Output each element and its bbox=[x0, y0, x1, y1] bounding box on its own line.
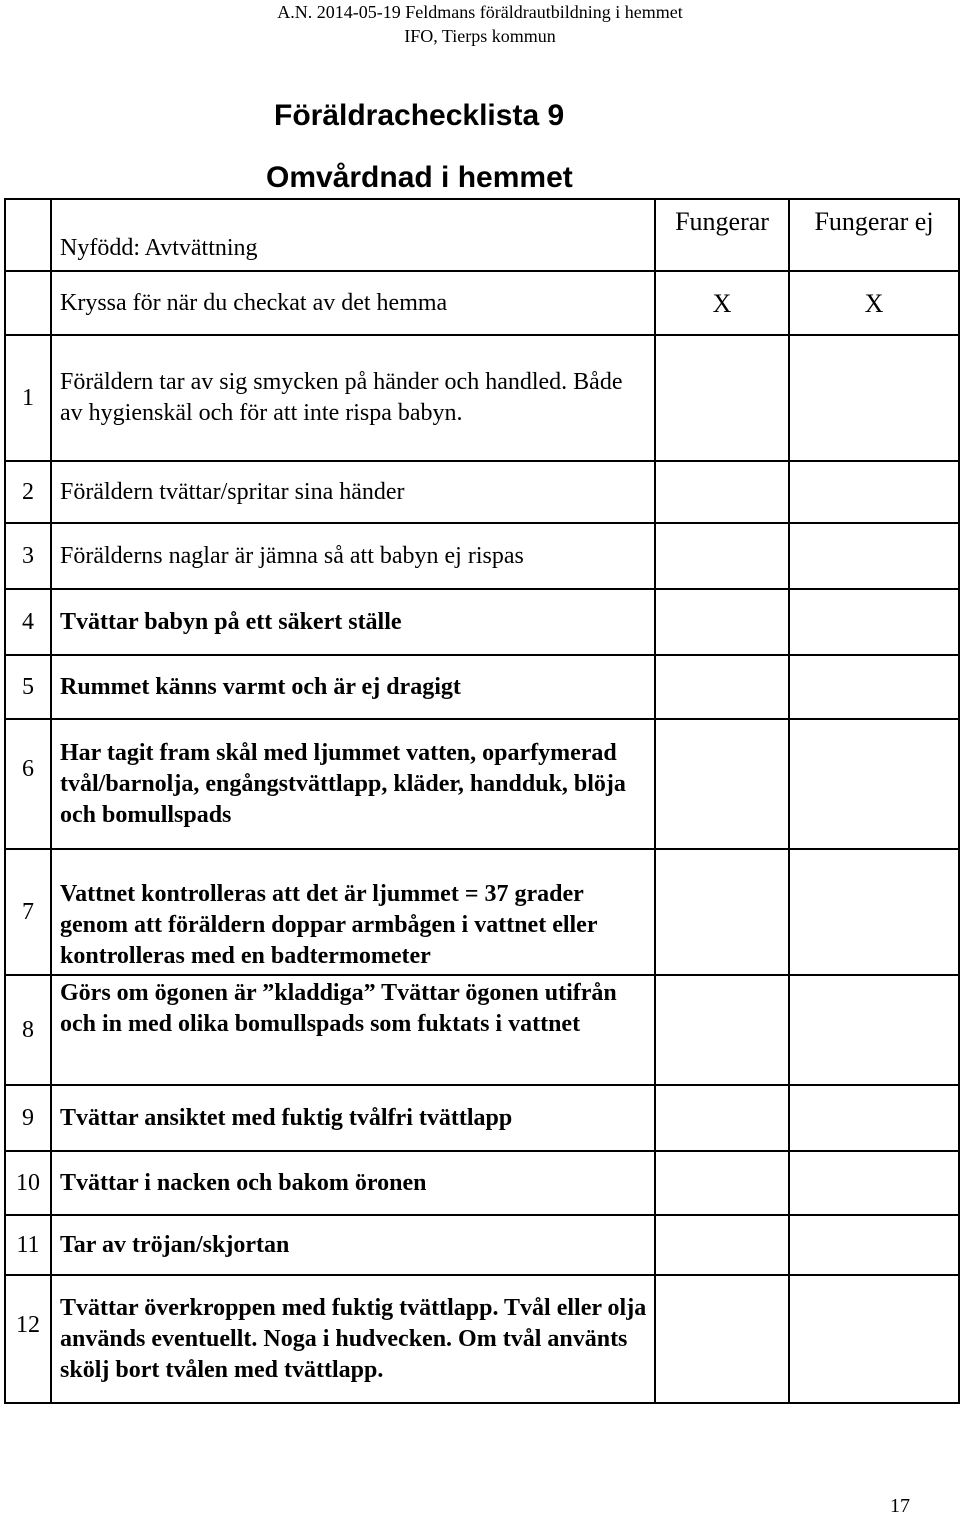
table-row bbox=[5, 589, 959, 655]
page-subtitle: Omvårdnad i hemmet bbox=[266, 161, 573, 194]
table-row bbox=[5, 1215, 959, 1275]
checkbox-ok[interactable] bbox=[655, 1275, 789, 1403]
checkbox-not-ok[interactable] bbox=[789, 1215, 959, 1275]
mark-not-ok: X bbox=[789, 271, 959, 335]
header-line-1: A.N. 2014-05-19 Feldmans föräldrautbildning i hemmet bbox=[277, 2, 683, 22]
checklist-table bbox=[4, 198, 960, 1404]
blank-number-cell bbox=[5, 199, 51, 271]
item-text: Görs om ögonen är ”kladdiga” Tvättar ögonen utifrån och in med olika bomullspads som fuktats i vattnet bbox=[51, 975, 655, 1085]
item-text: Tar av tröjan/skjortan bbox=[51, 1215, 655, 1275]
item-number: 5 bbox=[5, 655, 51, 719]
checkbox-ok[interactable] bbox=[655, 589, 789, 655]
checkbox-not-ok[interactable] bbox=[789, 1275, 959, 1403]
checkbox-ok[interactable] bbox=[655, 523, 789, 589]
item-number: 9 bbox=[5, 1085, 51, 1151]
table-row bbox=[5, 849, 959, 975]
item-number: 7 bbox=[5, 849, 51, 975]
header-line-2: IFO, Tierps kommun bbox=[404, 26, 556, 46]
item-text: Vattnet kontrolleras att det är ljummet = 37 grader genom att föräldern doppar armbågen i vattnet eller kontrolleras med en badtermometer bbox=[51, 849, 655, 975]
table-header-row bbox=[5, 199, 959, 271]
item-number: 3 bbox=[5, 523, 51, 589]
checkbox-not-ok[interactable] bbox=[789, 335, 959, 461]
item-text: Har tagit fram skål med ljummet vatten, oparfymerad tvål/barnolja, engångstvättlapp, kläder, handduk, blöja och bomullspads bbox=[51, 719, 655, 849]
table-row bbox=[5, 655, 959, 719]
item-number: 10 bbox=[5, 1151, 51, 1215]
checkbox-ok[interactable] bbox=[655, 719, 789, 849]
item-text: Tvättar babyn på ett säkert ställe bbox=[51, 589, 655, 655]
item-text: Förälderns naglar är jämna så att babyn ej rispas bbox=[51, 523, 655, 589]
document-header bbox=[0, 0, 960, 48]
mark-ok: X bbox=[655, 271, 789, 335]
checkbox-not-ok[interactable] bbox=[789, 523, 959, 589]
item-number: 8 bbox=[5, 975, 51, 1085]
item-number: 1 bbox=[5, 335, 51, 461]
item-text: Tvättar ansiktet med fuktig tvålfri tvättlapp bbox=[51, 1085, 655, 1151]
table-row bbox=[5, 1151, 959, 1215]
table-row bbox=[5, 975, 959, 1085]
checkbox-ok[interactable] bbox=[655, 849, 789, 975]
page-title: Föräldrachecklista 9 bbox=[274, 99, 565, 132]
item-text: Tvättar i nacken och bakom öronen bbox=[51, 1151, 655, 1215]
instruction-text: Kryssa för när du checkat av det hemma bbox=[51, 271, 655, 335]
table-row bbox=[5, 523, 959, 589]
section-label: Nyfödd: Avtvättning bbox=[51, 199, 655, 271]
checkbox-ok[interactable] bbox=[655, 461, 789, 523]
column-header-ok: Fungerar bbox=[655, 199, 789, 271]
checkbox-not-ok[interactable] bbox=[789, 1151, 959, 1215]
table-row bbox=[5, 461, 959, 523]
checkbox-ok[interactable] bbox=[655, 655, 789, 719]
item-text: Föräldern tvättar/spritar sina händer bbox=[51, 461, 655, 523]
item-number: 6 bbox=[5, 719, 51, 849]
table-row bbox=[5, 719, 959, 849]
item-number: 2 bbox=[5, 461, 51, 523]
page-number: 17 bbox=[890, 1495, 910, 1517]
table-row bbox=[5, 1275, 959, 1403]
checkbox-ok[interactable] bbox=[655, 335, 789, 461]
table-row bbox=[5, 335, 959, 461]
column-header-not-ok: Fungerar ej bbox=[789, 199, 959, 271]
blank-number-cell bbox=[5, 271, 51, 335]
checkbox-ok[interactable] bbox=[655, 975, 789, 1085]
checkbox-not-ok[interactable] bbox=[789, 849, 959, 975]
checkbox-not-ok[interactable] bbox=[789, 655, 959, 719]
item-number: 4 bbox=[5, 589, 51, 655]
checkbox-ok[interactable] bbox=[655, 1085, 789, 1151]
checkbox-not-ok[interactable] bbox=[789, 1085, 959, 1151]
checkbox-not-ok[interactable] bbox=[789, 975, 959, 1085]
checkbox-not-ok[interactable] bbox=[789, 589, 959, 655]
checkbox-ok[interactable] bbox=[655, 1215, 789, 1275]
instruction-row bbox=[5, 271, 959, 335]
item-text: Föräldern tar av sig smycken på händer och handled. Både av hygienskäl och för att inte rispa babyn. bbox=[51, 335, 655, 461]
checkbox-not-ok[interactable] bbox=[789, 719, 959, 849]
checkbox-ok[interactable] bbox=[655, 1151, 789, 1215]
table-row bbox=[5, 1085, 959, 1151]
item-text: Rummet känns varmt och är ej dragigt bbox=[51, 655, 655, 719]
item-number: 11 bbox=[5, 1215, 51, 1275]
item-number: 12 bbox=[5, 1275, 51, 1403]
item-text: Tvättar överkroppen med fuktig tvättlapp. Tvål eller olja används eventuellt. Noga i hudvecken. Om tvål använts skölj bort tvålen med tvättlapp. bbox=[51, 1275, 655, 1403]
checkbox-not-ok[interactable] bbox=[789, 461, 959, 523]
